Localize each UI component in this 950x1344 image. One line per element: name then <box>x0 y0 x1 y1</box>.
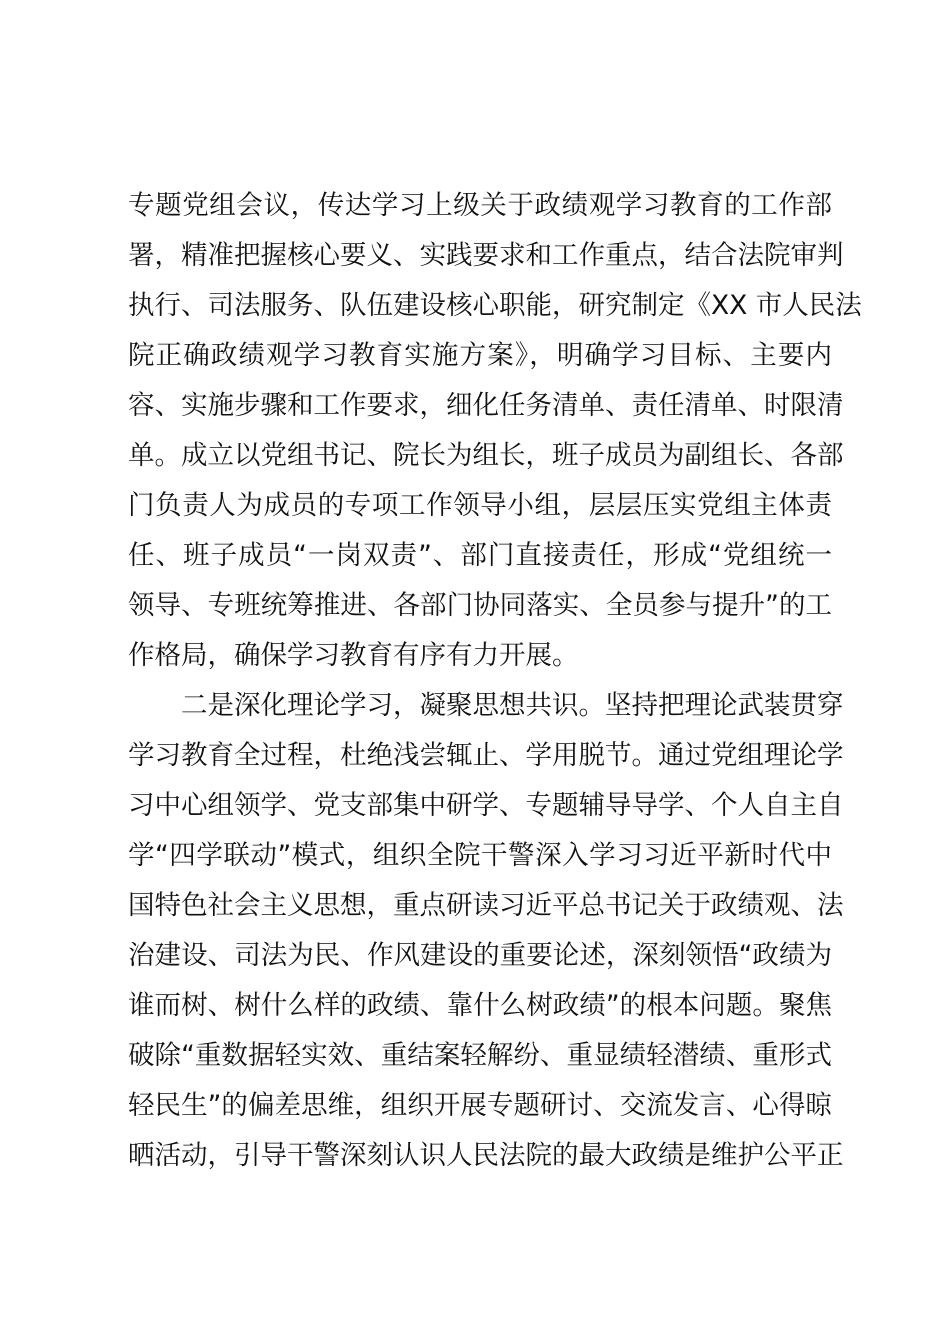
paragraph-line: 领导、专班统筹推进、各部门协同落实、全员参与提升”的工 <box>128 590 832 621</box>
paragraph-line: 轻民生”的偏差思维，组织开展专题研讨、交流发言、心得晾 <box>128 1090 832 1121</box>
paragraph-line: 二是深化理论学习，凝聚思想共识。坚持把理论武装贯穿 <box>181 690 844 721</box>
paragraph-1 <box>128 181 862 681</box>
paragraph-line: 单。成立以党组书记、院长为组长，班子成员为副组长、各部 <box>128 440 844 471</box>
paragraph-line: 习中心组领学、党支部集中研学、专题辅导导学、个人自主自 <box>128 790 844 821</box>
paragraph-line: 专题党组会议，传达学习上级关于政绩观学习教育的工作部 <box>128 190 832 221</box>
paragraph-line: 任、班子成员“一岗双责”、部门直接责任，形成“党组统一 <box>128 540 832 571</box>
paragraph-2 <box>128 681 844 1181</box>
paragraph-line: 治建设、司法为民、作风建设的重要论述，深刻领悟“政绩为 <box>128 940 832 971</box>
paragraph-line: 学习教育全过程，杜绝浅尝辄止、学用脱节。通过党组理论学 <box>128 740 844 771</box>
paragraph-line: 学“四学联动”模式，组织全院干警深入学习习近平新时代中 <box>128 840 832 871</box>
paragraph-line: 执行、司法服务、队伍建设核心职能，研究制定《XX 市人民法 <box>128 290 862 321</box>
paragraph-line: 署，精准把握核心要义、实践要求和工作重点，结合法院审判 <box>128 240 844 271</box>
paragraph-line: 破除“重数据轻实效、重结案轻解纷、重显绩轻潜绩、重形式 <box>128 1040 832 1071</box>
paragraph-line: 容、实施步骤和工作要求，细化任务清单、责任清单、时限清 <box>128 390 844 421</box>
paragraph-line: 作格局，确保学习教育有序有力开展。 <box>128 640 579 671</box>
paragraph-line: 谁而树、树什么样的政绩、靠什么树政绩”的根本问题。聚焦 <box>128 990 832 1021</box>
paragraph-line: 门负责人为成员的专项工作领导小组，层层压实党组主体责 <box>128 490 832 521</box>
paragraph-line: 晒活动，引导干警深刻认识人民法院的最大政绩是维护公平正 <box>128 1140 844 1171</box>
paragraph-line: 院正确政绩观学习教育实施方案》，明确学习目标、主要内 <box>128 340 832 371</box>
paragraph-line: 国特色社会主义思想，重点研读习近平总书记关于政绩观、法 <box>128 890 844 921</box>
